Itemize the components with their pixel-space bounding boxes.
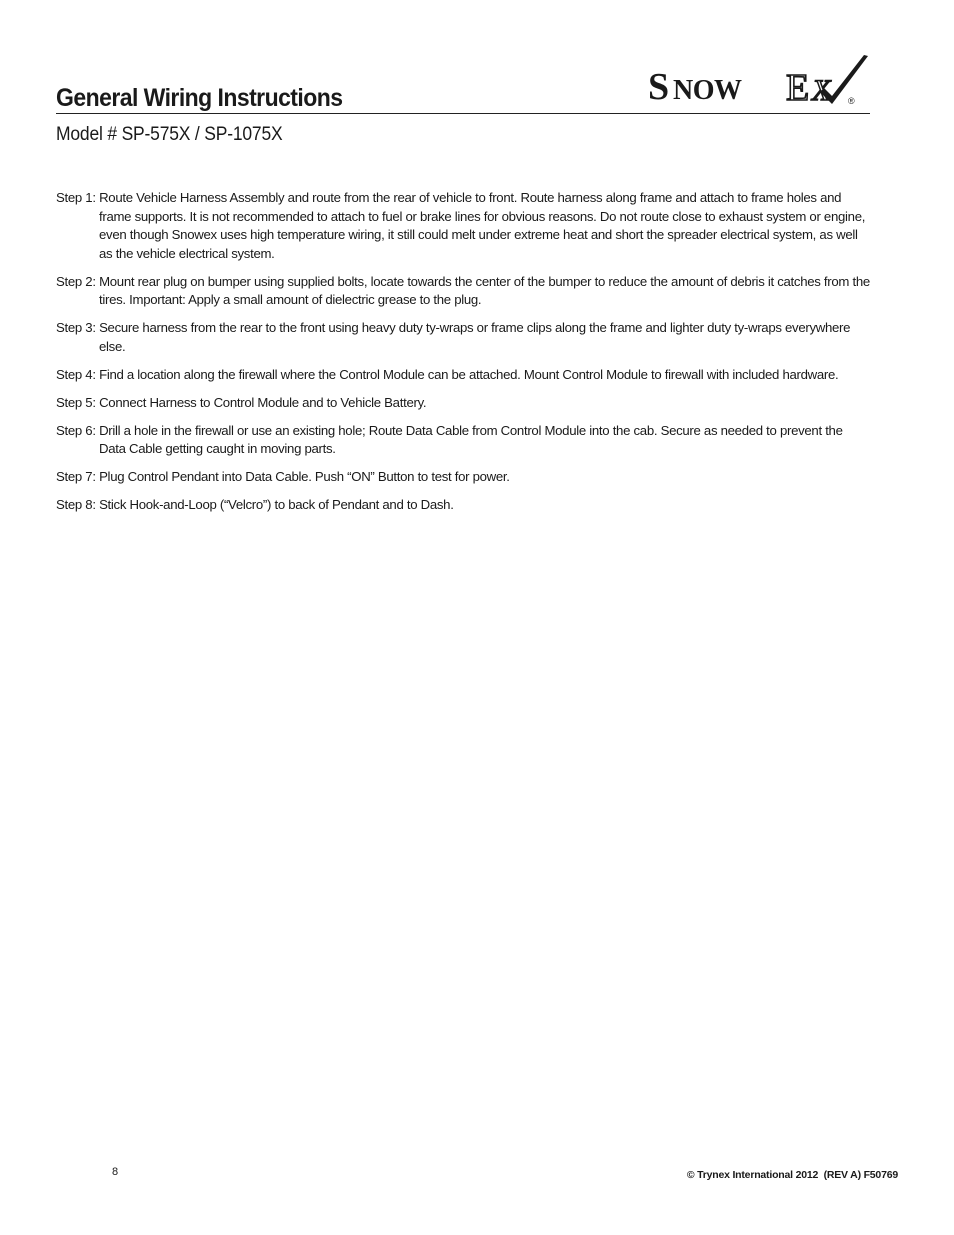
step-label: Step 4 [56,366,93,382]
step-text: Secure harness from the rear to the front using heavy duty ty-wraps or frame clips along the frame and lighter duty ty-wraps everywhere else. [99,320,851,354]
step-text: Mount rear plug on bumper using supplied bolts, locate towards the center of the bumper to reduce the amount of debris it catches from the tires. Important: Apply a small amount of dielectric grease to the plug. [99,273,870,308]
snowex-logo-graphic [646,52,872,110]
step-text: Plug Control Pendant into Data Cable. Push “ON” Button to test for power. [99,469,510,485]
step-item [56,496,872,515]
page-number: 8 [112,1166,119,1178]
model-subtitle: Model # SP-575X / SP-1075X [56,124,283,145]
step-separator: : [92,497,100,513]
page-title: General Wiring Instructions [56,84,343,112]
step-item [56,468,872,487]
step-separator: : [92,320,100,336]
step-separator: : [92,394,100,410]
step-item [56,366,872,385]
step-list [56,189,872,524]
step-label: Step 7 [56,469,93,485]
step-text: Route Vehicle Harness Assembly and route from the rear of vehicle to front. Route harness along frame and attach to frame holes and frame supports. It is not recommended to attach to fuel or brake lines for obvious reasons. Do not route close to exhaust system or engine, even though Snowex uses high temperature wiring, it still could melt under extreme heat and short the spreader electrical system, as well as the vehicle electrical system. [99,190,866,261]
step-text: Drill a hole in the firewall or use an existing hole; Route Data Cable from Control Module into the cab. Secure as needed to prevent the Data Cable getting caught in moving parts. [99,422,843,457]
step-label: Step 5 [56,394,93,410]
step-label: Step 2 [56,273,93,289]
step-text: Stick Hook-and-Loop (“Velcro”) to back of Pendant and to Dash. [99,497,454,513]
step-separator: : [92,366,100,382]
step-separator: : [92,190,100,205]
logo-letter-e: E [786,67,810,109]
step-separator: : [92,273,100,289]
copyright-notice: © Trynex International 2012 (REV A) F50769 [686,1169,898,1181]
logo-letter-x: X [812,74,831,107]
step-label: Step 1 [56,190,93,205]
step-item [56,319,872,356]
registered-mark: ® [848,96,855,106]
step-separator: : [92,469,100,485]
step-text: Find a location along the firewall where the Control Module can be attached. Mount Control Module to firewall with included hardware. [99,366,839,382]
step-label: Step 3 [56,320,93,336]
page-header [56,48,870,118]
logo-letters-now: NOW [673,75,742,106]
header-divider [56,113,870,114]
step-label: Step 6 [56,422,93,438]
step-item [56,189,872,263]
logo-letter-s: S [648,66,670,108]
step-label: Step 8 [56,497,93,513]
step-item [56,422,872,459]
step-item [56,273,872,310]
step-text: Connect Harness to Control Module and to Vehicle Battery. [99,394,427,410]
step-item [56,394,872,413]
snowex-logo [646,52,872,110]
step-separator: : [92,422,100,438]
